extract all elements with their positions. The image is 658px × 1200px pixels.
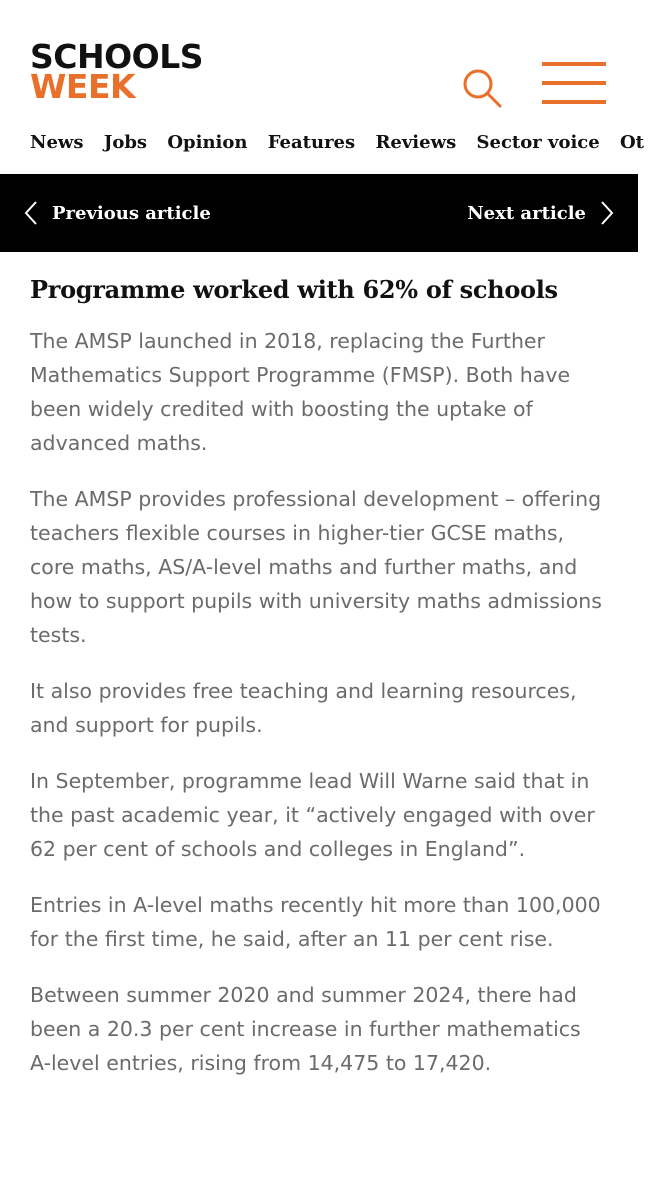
previous-article-label: Previous article — [52, 202, 211, 224]
nav-item-news[interactable]: News — [30, 132, 84, 153]
search-button[interactable] — [460, 66, 504, 110]
menu-bar-icon — [542, 81, 606, 85]
nav-item-features[interactable]: Features — [267, 132, 356, 153]
menu-bar-icon — [542, 62, 606, 66]
next-article-label: Next article — [467, 202, 586, 224]
nav-item-sector-voice[interactable]: Sector voice — [476, 132, 600, 153]
nav-item-jobs[interactable]: Jobs — [103, 132, 148, 153]
site-header — [0, 0, 644, 174]
article-paragraph: In September, programme lead Will Warne said that in the past academic year, it “actively engaged with over 62 per cent of schools and colleges in England”. — [30, 769, 595, 861]
menu-bar-icon — [542, 100, 606, 104]
article-paragraph: The AMSP launched in 2018, replacing the Further Mathematics Support Programme (FMSP). Both have been widely credited with boosting the uptake of advanced maths. — [30, 329, 571, 455]
main-nav — [30, 132, 644, 153]
search-icon — [460, 66, 504, 110]
article-paragraph: Entries in A-level maths recently hit more than 100,000 for the first time, he said, after an 11 per cent rise. — [30, 893, 601, 951]
nav-item-other[interactable]: Ot — [620, 132, 644, 153]
article-body — [0, 274, 638, 1080]
article-paragraph: It also provides free teaching and learning resources, and support for pupils. — [30, 679, 577, 737]
site-logo[interactable] — [30, 37, 204, 106]
chevron-right-icon — [600, 200, 614, 226]
previous-article-link[interactable] — [24, 174, 211, 252]
article-subheading: Programme worked with 62% of schools — [30, 275, 558, 304]
nav-item-reviews[interactable]: Reviews — [375, 132, 457, 153]
logo-line-2: WEEK — [30, 67, 136, 106]
article-nav-bar — [0, 174, 638, 252]
chevron-left-icon — [24, 200, 38, 226]
article-paragraph: The AMSP provides professional development – offering teachers flexible courses in higher-tier GCSE maths, core maths, AS/A-level maths and further maths, and how to support pupils with university maths admissions tests. — [30, 487, 602, 647]
next-article-link[interactable] — [467, 174, 614, 252]
menu-button[interactable] — [542, 62, 606, 106]
logo-line-1: SCHOOLS — [30, 37, 204, 76]
nav-item-opinion[interactable]: Opinion — [167, 132, 248, 153]
article-paragraph: Between summer 2020 and summer 2024, there had been a 20.3 per cent increase in further mathematics A-level entries, rising from 14,475 to 17,420. — [30, 983, 581, 1075]
